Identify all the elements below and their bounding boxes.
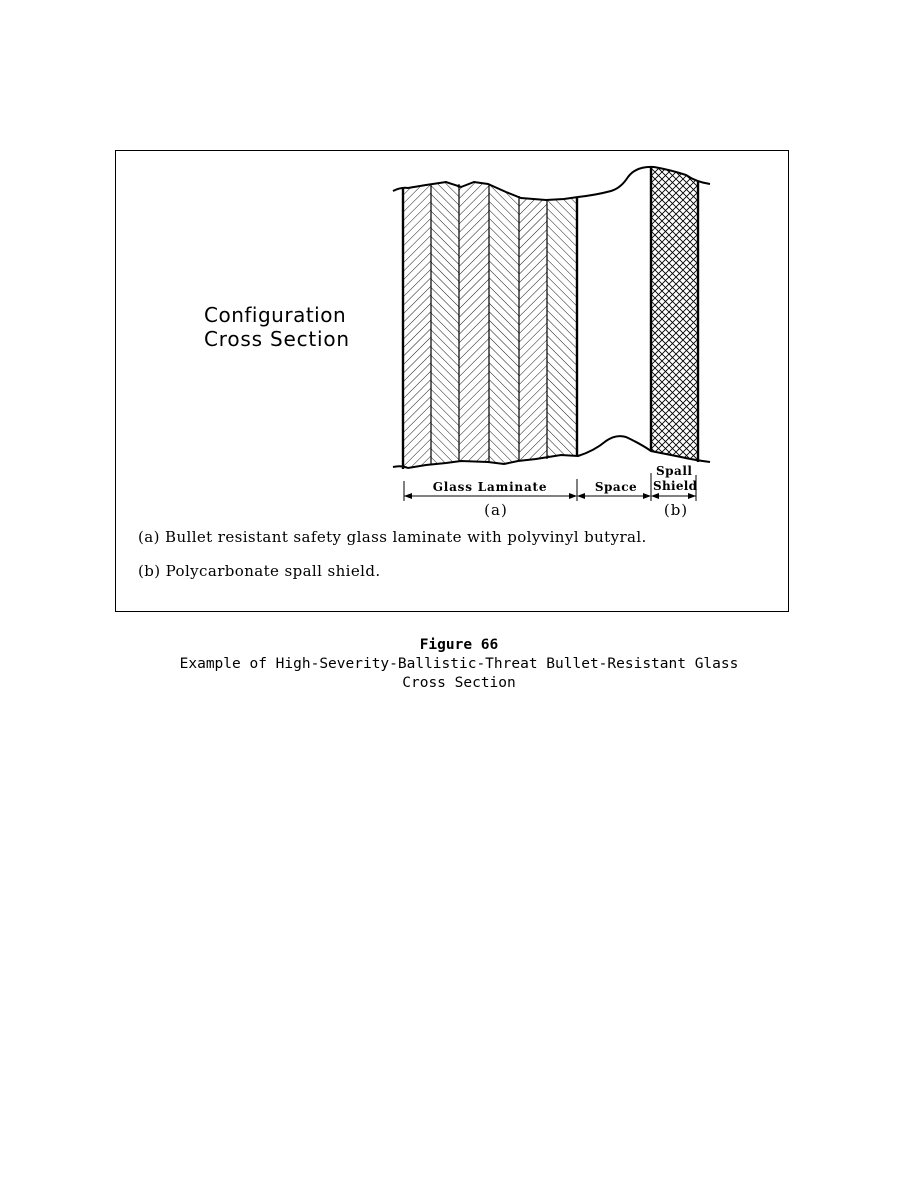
ply-4 (489, 151, 519, 491)
configuration-label-line1: Configuration (204, 303, 347, 327)
glass-laminate-label: Glass Laminate (432, 480, 548, 494)
note-b: (b) Polycarbonate spall shield. (138, 562, 381, 580)
figure-title-line1: Example of High-Severity-Ballistic-Threat Bullet-Resistant Glass (179, 656, 739, 672)
figure-caption (0, 636, 918, 693)
ply-2 (431, 151, 459, 491)
note-a: (a) Bullet resistant safety glass laminate with polyvinyl butyral. (138, 528, 647, 546)
space-label: Space (594, 480, 638, 494)
figure-notes (138, 528, 778, 596)
group-label-b: (b) (663, 501, 689, 519)
figure-frame (115, 150, 789, 612)
glass-laminate-plies (403, 151, 577, 491)
configuration-label-line2: Cross Section (204, 327, 350, 351)
ply-5 (519, 151, 547, 491)
figure-title-line2: Cross Section (402, 675, 516, 691)
ply-6 (547, 151, 577, 491)
spall-shield-fill (651, 151, 698, 491)
figure-number: Figure 66 (419, 637, 499, 653)
spall-shield-label-line2: Shield (653, 479, 698, 493)
ply-1 (403, 151, 431, 491)
ply-3 (459, 151, 489, 491)
spall-shield-label-line1: Spall (656, 464, 693, 478)
group-label-a: (a) (484, 501, 508, 519)
